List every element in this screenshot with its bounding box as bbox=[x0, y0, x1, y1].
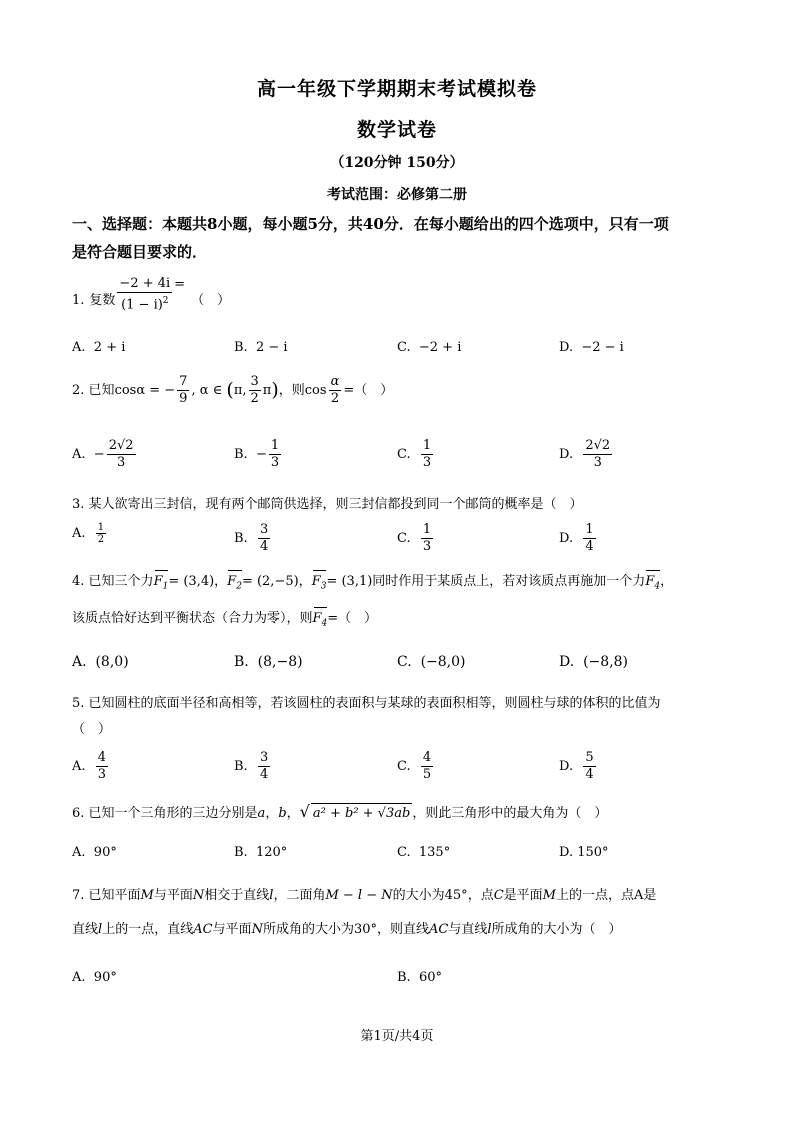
radical-icon: √ bbox=[299, 802, 310, 821]
q2-option-d[interactable] bbox=[559, 438, 614, 471]
q7-line-ac: AC bbox=[193, 922, 213, 937]
q6-comma-2: ， bbox=[286, 806, 300, 821]
option-fraction bbox=[421, 438, 433, 471]
q7-option-b[interactable] bbox=[397, 970, 442, 985]
question-5 bbox=[72, 694, 732, 740]
vector-sub: 4 bbox=[654, 581, 661, 592]
option-label: B. bbox=[234, 340, 248, 355]
option-label: C. bbox=[397, 447, 411, 462]
q7-text: 的大小为 bbox=[392, 888, 445, 903]
vector-sub: 2 bbox=[236, 581, 242, 592]
option-label: A. bbox=[72, 759, 86, 774]
option-fraction bbox=[107, 438, 136, 471]
frac-num: 4 bbox=[97, 750, 107, 765]
option-label: B. bbox=[234, 759, 248, 774]
frac-den: 5 bbox=[422, 767, 432, 782]
option-value: 90° bbox=[93, 845, 117, 860]
q2-cos-2: cos bbox=[304, 383, 327, 398]
time-score: （120分钟 150分） bbox=[330, 155, 464, 171]
q1-option-a[interactable] bbox=[72, 340, 125, 355]
q2-number: 2. bbox=[72, 383, 85, 398]
frac-num: 3 bbox=[259, 522, 269, 537]
option-value: (−8,8) bbox=[583, 654, 629, 670]
vector-sub: 3 bbox=[320, 581, 327, 592]
vector-letter: F bbox=[645, 574, 655, 589]
q6-option-b[interactable] bbox=[234, 845, 287, 860]
option-fraction bbox=[583, 522, 595, 555]
q7-text: 所成角的大小为（ ） bbox=[491, 922, 622, 937]
q7-line-l: l bbox=[487, 922, 492, 937]
section-line-2: 是符合题目要求的． bbox=[72, 243, 208, 261]
option-value: 120° bbox=[255, 845, 288, 860]
q1-number: 1. bbox=[72, 293, 85, 309]
vector-f1 bbox=[154, 572, 169, 597]
frac-num: 2√2 bbox=[108, 438, 134, 453]
question-4 bbox=[72, 572, 732, 633]
vector-letter: F bbox=[227, 574, 237, 589]
option-value: (8,−8) bbox=[257, 654, 303, 670]
option-label: A. bbox=[72, 447, 86, 462]
q4-line-2: 该质点恰好达到平衡状态（合力为零），则 bbox=[72, 610, 313, 626]
q4-lead: 已知三个力 bbox=[88, 574, 154, 589]
option-label: B. bbox=[234, 447, 248, 462]
q7-plane-m: M bbox=[140, 888, 154, 903]
option-label: C. bbox=[397, 340, 411, 355]
frac-den: 3 bbox=[97, 767, 107, 782]
option-value: 90° bbox=[93, 970, 117, 985]
q7-text: 相交于直线 bbox=[204, 888, 270, 903]
frac-num: 3 bbox=[259, 750, 269, 765]
frac-num: 1 bbox=[422, 522, 432, 537]
q4-tail: =（ ） bbox=[327, 610, 378, 626]
q7-point-c: C bbox=[493, 888, 504, 903]
option-label: D. bbox=[559, 759, 574, 774]
option-sign: − bbox=[255, 447, 267, 462]
q2-then: ，则 bbox=[278, 383, 305, 398]
q2-pi-2: π bbox=[262, 383, 272, 398]
q2-pi: π, bbox=[233, 383, 247, 398]
q1-den-base: (1 − i) bbox=[121, 297, 163, 313]
question-2 bbox=[72, 374, 732, 407]
option-value: 2 + i bbox=[93, 340, 126, 355]
frac-den: 3 bbox=[116, 455, 126, 470]
option-fraction bbox=[421, 750, 433, 783]
frac-den: 3 bbox=[422, 539, 432, 554]
q1-denominator bbox=[119, 293, 170, 313]
q7-angle-45: 45° bbox=[444, 888, 468, 903]
frac-den: 4 bbox=[585, 767, 594, 782]
q4-option-a[interactable] bbox=[72, 654, 129, 670]
option-label: D. bbox=[559, 845, 574, 860]
option-label: A. bbox=[72, 340, 86, 355]
option-label: A. bbox=[72, 526, 86, 541]
q7-text: 上的一点，点A是 bbox=[555, 888, 657, 903]
frac-den: 4 bbox=[259, 767, 269, 782]
q6-option-c[interactable] bbox=[397, 845, 450, 860]
q4-option-d[interactable] bbox=[559, 654, 628, 670]
vector-f4 bbox=[645, 572, 660, 597]
q4-option-c[interactable] bbox=[397, 654, 466, 670]
q7-text: 直线 bbox=[72, 922, 99, 937]
exam-scope: 考试范围：必修第二册 bbox=[327, 187, 467, 203]
frac-den: 3 bbox=[593, 455, 602, 470]
q4-end: ， bbox=[660, 574, 674, 589]
question-1 bbox=[72, 276, 732, 311]
q2-option-b[interactable] bbox=[234, 438, 283, 471]
q1-numerator: −2 + 4i bbox=[119, 276, 171, 291]
option-value: 150° bbox=[577, 845, 609, 860]
frac-num: 5 bbox=[585, 750, 594, 765]
q2-lead: 已知 bbox=[88, 383, 115, 398]
q7-text: 是平面 bbox=[503, 888, 543, 903]
q7-text: 所成角的大小为 bbox=[262, 922, 354, 937]
page-footer: 第1页/共4页 bbox=[360, 1029, 434, 1044]
q7-text: ，则直线 bbox=[377, 922, 430, 937]
vector-f4-answer bbox=[313, 609, 328, 634]
vector-sub: 1 bbox=[162, 581, 169, 592]
frac-num: 4 bbox=[422, 750, 432, 765]
frac-den: 2 bbox=[97, 534, 105, 545]
option-fraction bbox=[258, 750, 270, 783]
q7-plane-n: N bbox=[192, 888, 205, 903]
q7-plane-m: M bbox=[542, 888, 556, 903]
frac-den: 4 bbox=[585, 539, 594, 554]
frac-num: 7 bbox=[179, 374, 188, 389]
q4-value-1: = (3,4)， bbox=[168, 574, 228, 589]
q2-frac-7-9 bbox=[177, 374, 189, 407]
option-fraction bbox=[583, 438, 612, 471]
option-label: D. bbox=[559, 654, 575, 670]
q7-text: 与平面 bbox=[212, 922, 252, 937]
question-7 bbox=[72, 886, 732, 940]
option-label: C. bbox=[397, 531, 411, 546]
q5-option-d[interactable] bbox=[559, 750, 598, 783]
option-value: (−8,0) bbox=[420, 654, 466, 670]
option-label: B. bbox=[234, 654, 249, 670]
q3-option-a[interactable] bbox=[72, 522, 108, 545]
q4-value-2: = (2,−5)， bbox=[241, 574, 312, 589]
option-label: B. bbox=[234, 531, 248, 546]
q2-option-c[interactable] bbox=[397, 438, 435, 471]
section-line-1: 一、选择题：本题共8小题，每小题5分，共40分．在每小题给出的四个选项中，只有一项 bbox=[72, 215, 669, 233]
option-label: D. bbox=[559, 531, 574, 546]
frac-den: 9 bbox=[179, 391, 188, 406]
frac-num: α bbox=[330, 374, 340, 389]
q6-var-b: b bbox=[278, 806, 287, 821]
q2-frac-3-2 bbox=[249, 374, 261, 407]
option-label: A. bbox=[72, 845, 86, 860]
q7-text: 上的一点，直线 bbox=[102, 922, 194, 937]
q1-paren: （ ） bbox=[191, 293, 231, 309]
frac-num: 2√2 bbox=[585, 438, 611, 453]
q6-tail: ，则此三角形中的最大角为（ ） bbox=[412, 806, 608, 821]
option-label: D. bbox=[559, 340, 574, 355]
vector-f2 bbox=[227, 572, 242, 597]
q7-text: ，点 bbox=[467, 888, 494, 903]
q7-angle-30: 30° bbox=[353, 922, 377, 937]
q6-comma: ， bbox=[265, 806, 279, 821]
option-value: −2 − i bbox=[581, 340, 624, 355]
option-fraction bbox=[96, 522, 106, 545]
q2-mid: , α ∈ bbox=[191, 383, 223, 398]
option-label: C. bbox=[397, 759, 411, 774]
frac-den: 4 bbox=[259, 539, 269, 554]
option-fraction bbox=[583, 750, 595, 783]
frac-den: 3 bbox=[422, 455, 432, 470]
q6-sqrt-expr: a² + b² + √3ab bbox=[311, 803, 412, 824]
q7-plane-n: N bbox=[251, 922, 263, 937]
q7-text: 与直线 bbox=[448, 922, 488, 937]
q2-option-a[interactable] bbox=[72, 438, 138, 471]
q4-value-3: = (3,1) bbox=[326, 574, 373, 589]
q7-line-l: l bbox=[98, 922, 103, 937]
option-label: A. bbox=[72, 654, 87, 670]
q7-text: 与平面 bbox=[153, 888, 193, 903]
q1-equals: = bbox=[174, 276, 186, 292]
q3-option-b[interactable] bbox=[234, 522, 272, 555]
option-label: A. bbox=[72, 970, 86, 985]
question-6 bbox=[72, 802, 732, 824]
vector-sub: 4 bbox=[321, 618, 328, 629]
q2-tail: =（ ） bbox=[343, 383, 394, 398]
frac-num: 1 bbox=[422, 438, 432, 453]
q4-option-b[interactable] bbox=[234, 654, 303, 670]
frac-num: 3 bbox=[250, 374, 259, 389]
frac-den: 2 bbox=[330, 391, 340, 406]
option-value: (8,0) bbox=[95, 654, 129, 670]
q1-den-exp: 2 bbox=[162, 296, 169, 306]
q1-fraction bbox=[117, 276, 172, 313]
q3-option-d[interactable] bbox=[559, 522, 598, 555]
vector-letter: F bbox=[312, 610, 322, 626]
frac-num: 1 bbox=[97, 522, 105, 533]
q6-option-a[interactable] bbox=[72, 845, 117, 860]
q1-option-b[interactable] bbox=[234, 340, 288, 355]
q6-var-a: a bbox=[257, 806, 266, 821]
question-3: 3. 某人欲寄出三封信，现有两个邮筒供选择，则三封信都投到同一个邮筒的概率是（ ） bbox=[72, 497, 583, 512]
q5-line-2: （ ） bbox=[72, 722, 112, 737]
frac-num: 1 bbox=[270, 438, 280, 453]
option-label: B. bbox=[234, 845, 248, 860]
option-label: B. bbox=[397, 970, 411, 985]
frac-den: 2 bbox=[250, 391, 259, 406]
q5-option-b[interactable] bbox=[234, 750, 272, 783]
option-label: C. bbox=[397, 845, 411, 860]
q1-lead: 复数 bbox=[89, 293, 116, 309]
q1-option-d[interactable] bbox=[559, 340, 624, 355]
option-value: 135° bbox=[418, 845, 451, 860]
q5-option-c[interactable] bbox=[397, 750, 435, 783]
option-fraction bbox=[258, 522, 270, 555]
option-value: 2 − i bbox=[255, 340, 288, 355]
vector-letter: F bbox=[153, 574, 163, 589]
option-label: C. bbox=[397, 654, 412, 670]
frac-den: 3 bbox=[270, 455, 280, 470]
option-fraction bbox=[421, 522, 433, 555]
q7-text: ，二面角 bbox=[273, 888, 326, 903]
q2-cos: cosα = − bbox=[114, 383, 176, 398]
q5-option-a[interactable] bbox=[72, 750, 110, 783]
option-sign: − bbox=[93, 447, 105, 462]
q2-left-paren: ( bbox=[226, 379, 234, 401]
q3-option-c[interactable] bbox=[397, 522, 435, 555]
q6-lead: 6. 已知一个三角形的三边分别是 bbox=[72, 806, 258, 821]
q7-text: 7. 已知平面 bbox=[72, 888, 141, 903]
q6-option-d[interactable] bbox=[559, 845, 609, 860]
q7-line-l: l bbox=[269, 888, 274, 903]
frac-num: 1 bbox=[585, 522, 594, 537]
option-fraction bbox=[96, 750, 108, 783]
section-heading bbox=[72, 210, 732, 266]
exam-title: 高一年级下学期期末考试模拟卷 bbox=[256, 78, 537, 100]
q7-dihedral: M − l − N bbox=[325, 888, 393, 903]
subject-title: 数学试卷 bbox=[356, 119, 437, 141]
q1-option-c[interactable] bbox=[397, 340, 461, 355]
option-label: D. bbox=[559, 447, 574, 462]
q2-frac-alpha-2 bbox=[329, 374, 342, 407]
q4-mid: 同时作用于某质点上，若对该质点再施加一个力 bbox=[372, 574, 646, 589]
q7-option-a[interactable] bbox=[72, 970, 117, 985]
q5-line-1: 5. 已知圆柱的底面半径和高相等，若该圆柱的表面积与某球的表面积相等，则圆柱与球的体积的比值为 bbox=[72, 696, 661, 711]
q7-line-ac: AC bbox=[429, 922, 449, 937]
vector-f3 bbox=[312, 572, 327, 597]
q2-right-paren: ) bbox=[271, 379, 279, 401]
vector-letter: F bbox=[311, 574, 321, 589]
option-value: 60° bbox=[418, 970, 442, 985]
q4-number: 4. bbox=[72, 574, 85, 589]
option-value: −2 + i bbox=[418, 340, 462, 355]
option-fraction bbox=[269, 438, 281, 471]
